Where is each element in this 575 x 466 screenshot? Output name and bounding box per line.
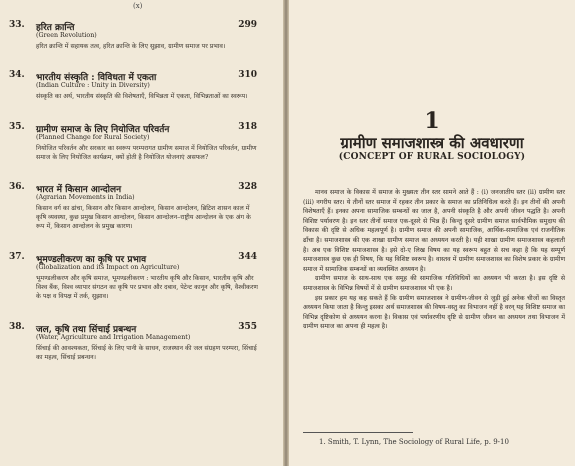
toc-entry-subtitle: (Water, Agriculture and Irrigation Management) bbox=[36, 334, 191, 341]
table-of-contents-page bbox=[0, 0, 283, 466]
toc-entry-subtitle: (Indian Culture : Unity in Diversity) bbox=[36, 82, 150, 89]
toc-entry-page: 318 bbox=[238, 122, 257, 132]
chapter-body bbox=[303, 188, 565, 332]
toc-entry-page: 344 bbox=[238, 252, 257, 262]
body-paragraph: ग्रामीण समाज के साथ-साथ एक समूह की सामाजिक गतिविधियों का अध्ययन भी करता है। इस दृष्टि से समाजशास्त्र के विभिन्न विषयों में से ग्रामीण समाजशास्त्र भी एक है। bbox=[303, 275, 565, 292]
toc-entry-page: 310 bbox=[238, 70, 257, 80]
toc-entry-page: 299 bbox=[238, 20, 257, 30]
toc-entry-number: 33. bbox=[9, 20, 25, 30]
toc-entry-description: सिंचाई की आवश्यकता, सिंचाई के लिए पानी के साधन, राजस्थान की जल संग्रहण परम्परा, सिंचाई का महत्व, सिंचाई प्रबन्धन। bbox=[36, 345, 257, 362]
toc-entry-subtitle: (Agrarian Movements in India) bbox=[36, 194, 135, 201]
roman-page-number: (x) bbox=[133, 2, 143, 10]
toc-entry-number: 36. bbox=[9, 182, 25, 192]
toc-entry-subtitle: (Planned Change for Rural Society) bbox=[36, 134, 150, 141]
toc-entry-title: भारत में किसान आन्दोलन bbox=[36, 185, 122, 195]
toc-entry-description: भूमण्डलीकरण और कृषि समाज, भूमण्डलीकरण : भारतीय कृषि और किसान, भारतीय कृषि और विश्व बैंक, विश्व व्यापार संगठन का कृषि पर प्रभाव और दबाव, पेटेन्ट कानून और कृषि, वैश्वीकरण के पक्ष व विपक्ष में तर्क, सुझाव। bbox=[36, 275, 258, 301]
toc-entry-description: किसान वर्ग का ढांचा, किसान और किसान आन्दोलन, किसान आन्दोलन, ब्रिटिश शासन काल में कृषि व्यवस्था, कुछ प्रमुख किसान आन्दोलन, किसान आन्दोलन–राष्ट्रीय आन्दोलन के एक अंग के रूप में, किसान आन्दोलन के प्रमुख कारण। bbox=[36, 205, 251, 231]
toc-entry-number: 38. bbox=[9, 322, 25, 332]
toc-entry-description: हरित क्रान्ति में सहायक तत्व, हरित क्रान्ति के लिए सुझाव, ग्रामीण समाज पर प्रभाव। bbox=[36, 43, 226, 50]
toc-entry-page: 328 bbox=[238, 182, 257, 192]
chapter-number: 1 bbox=[424, 108, 440, 134]
toc-entry-title: हरित क्रान्ति bbox=[36, 23, 75, 33]
body-paragraph: इस प्रकार हम यह कह सकते हैं कि ग्रामीण समाजशास्त्र ने ग्रामीण-जीवन से जुड़ी हुई अनेक चीजों का विस्तृत अध्ययन किया जाता है किन्तु इसका अर्थ समाजशास्त्र की विषय-वस्तु का विभाजन नहीं है वरन् यह विशिष्ट समाज का विभिन्न दृष्टिकोण से अध्ययन करना है। विकास एवं पर्यावरणीय दृष्टि से ग्रामीण जीवन का अध्ययन तथा विभाजन में ग्रामीण समाज का अपना ही महत्व है। bbox=[303, 294, 565, 331]
toc-entry-title: जल, कृषि तथा सिंचाई प्रबन्धन bbox=[36, 325, 137, 335]
toc-entry-page: 355 bbox=[238, 322, 257, 332]
toc-entry-number: 35. bbox=[9, 122, 25, 132]
footnote: 1. Smith, T. Lynn, The Sociology of Rural Life, p. 9-10 bbox=[319, 438, 509, 446]
body-paragraph: मानव समाज के विकास में समाज के मुख्यतः तीन स्तर सामने आते हैं : (i) जनजातीय स्तर (ii) ग्रामीण स्तर (iii) नगरीय स्तर। ये तीनों स्तर समाज में रहकर तीन प्रकार के समाज का प्रतिनिधित्व करते हैं। इन तीनों की अपनी विशेषताएँ हैं। इनका अपना सामाजिक सम्बन्धों का जाल है, अपनी संस्कृति है और अपनी जीवन पद्धति है। अपनी विशिष्ट पर्यावरण है। इन स्तर तीनों समाज एक-दूसरे से भिन्न हैं। किन्तु दूसरे ग्रामीण समाज सार्वभौमिक समुदाय की विकास की दृष्टि से अधिक महत्वपूर्ण है। ग्रामीण समाज की अपनी सामाजिक, आर्थिक-सामाजिक एवं राजनीतिक ढाँचा है। समाजशास्त्र की एक शाखा ग्रामीण समाज का अध्ययन करती है। यही शाखा ग्रामीण समाजशास्त्र कहलाती है। अब एक विशिष्ट समाजशास्त्र है। इसे दो-ए लिख विषय का यह स्वरूप बहुत से सच कहा है कि यह सम्पूर्ण समाजशास्त्र कुछ एक ही विषय, कि यह विशिष्ट स्वरूप है। वास्तव में ग्रामीण समाजशास्त्र का विशेष प्रकार के ग्रामीण समाज में सामाजिक सम्बन्धों का व्यवस्थित अध्ययन है। bbox=[303, 189, 565, 273]
chapter-page bbox=[289, 0, 575, 466]
toc-entry-subtitle: (Green Revolution) bbox=[36, 32, 97, 39]
toc-entry-title: भारतीय संस्कृति : विविधता में एकता bbox=[36, 73, 157, 83]
toc-entry-title: भूमण्डलीकरण का कृषि पर प्रभाव bbox=[36, 255, 147, 265]
chapter-title: ग्रामीण समाजशास्त्र की अवधारणा bbox=[340, 134, 524, 152]
toc-entry-title: ग्रामीण समाज के लिए नियोजित परिवर्तन bbox=[36, 125, 170, 135]
toc-entry-number: 34. bbox=[9, 70, 25, 80]
footnote-divider bbox=[303, 432, 413, 433]
toc-entry-description: संस्कृति का अर्थ, भारतीय संस्कृति की विशेषताएँ, विभिन्नता में एकता, विभिन्नताओं का स्वरूप। bbox=[36, 93, 248, 100]
toc-entry-description: नियोजित परिवर्तन और सरकार का स्वरूप परम्परागत ग्रामीण समाज में नियोजित परिवर्तन, ग्रामीण समाज के लिए नियोजित कार्यक्रम, क्यों होती है नियोजित योजनाएं असफल? bbox=[36, 145, 257, 162]
toc-entry-number: 37. bbox=[9, 252, 25, 262]
toc-entry-subtitle: (Globalization and its Impact on Agriculture) bbox=[36, 264, 180, 271]
chapter-subtitle: (CONCEPT OF RURAL SOCIOLOGY) bbox=[338, 152, 526, 162]
